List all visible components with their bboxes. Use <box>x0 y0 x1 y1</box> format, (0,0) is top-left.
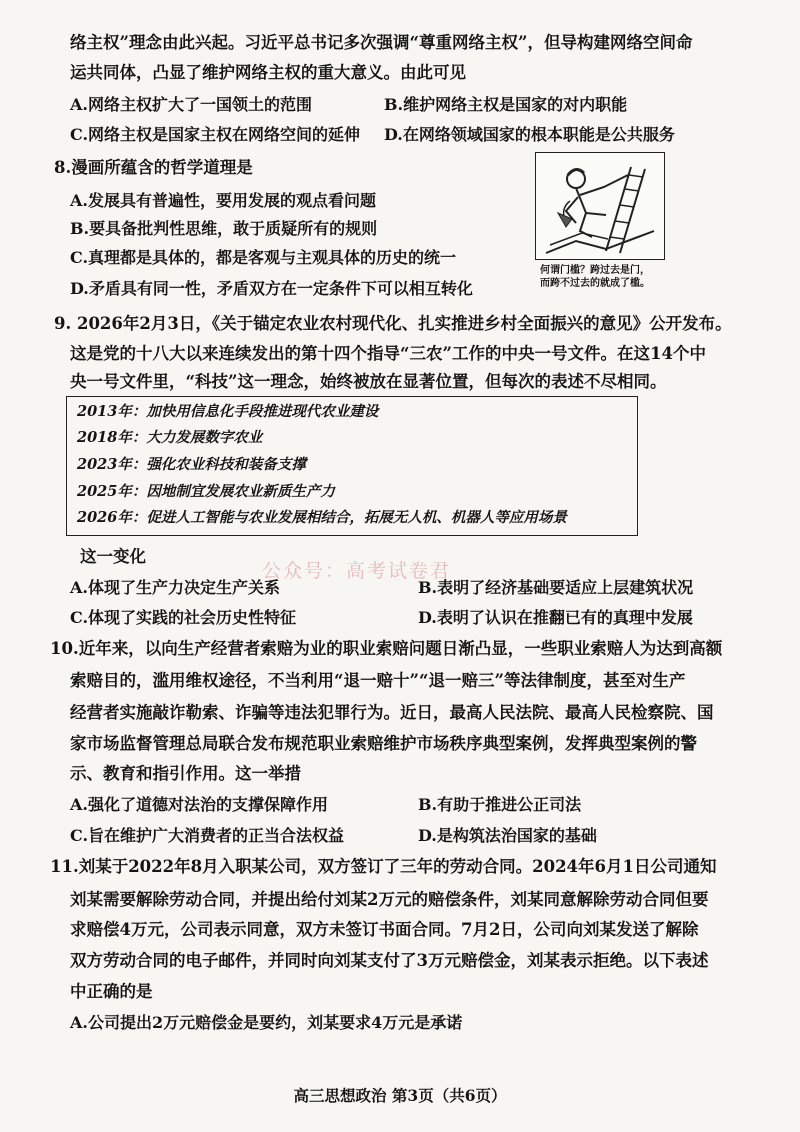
q9-option-b: B.表明了经济基础要适应上层建筑状况 <box>418 578 694 597</box>
q9-stem-line-1: 9. 2026年2月3日，《关于锚定农业农村现代化、扎实推进乡村全面振兴的意见》公开发布。 <box>54 314 732 333</box>
q10-option-a: A.强化了道德对法治的支撑保障作用 <box>70 795 328 814</box>
q7-option-d: D.在网络领域国家的根本职能是公共服务 <box>384 125 675 144</box>
q10-option-b: B.有助于推进公正司法 <box>418 795 582 814</box>
q9-option-a: A.体现了生产力决定生产关系 <box>70 578 280 597</box>
cartoon-person-climbing-ladder-icon <box>535 152 665 260</box>
timeline-item-2018: 2018年：大力发展数字农业 <box>77 429 263 446</box>
q11-option-a: A.公司提出2万元赔偿金是要约，刘某要求4万元是承诺 <box>70 1013 463 1032</box>
q8-option-b: B.要具备批判性思维，敢于质疑所有的规则 <box>70 219 378 238</box>
q8-option-c: C.真理都是具体的，都是客观与主观具体的历史的统一 <box>70 248 457 267</box>
q7-option-c: C.网络主权是国家主权在网络空间的延伸 <box>70 125 361 144</box>
q9-stem-line-2: 这是党的十八大以来连续发出的第十四个指导“三农”工作的中央一号文件。在这14个中 <box>70 344 706 363</box>
q9-option-c: C.体现了实践的社会历史性特征 <box>70 608 297 627</box>
q7-stem-line-1: 络主权”理念由此兴起。习近平总书记多次强调“尊重网络主权”，但导构建网络空间命 <box>70 33 693 52</box>
q9-option-d: D.表明了认识在推翻已有的真理中发展 <box>418 608 693 627</box>
q11-stem-line-5: 中正确的是 <box>70 982 153 1001</box>
q9-timeline-box <box>66 396 638 536</box>
q7-option-b: B.维护网络主权是国家的对内职能 <box>384 95 628 114</box>
q10-option-d: D.是构筑法治国家的基础 <box>418 826 597 845</box>
q10-stem-line-4: 家市场监督管理总局联合发布规范职业索赔维护市场秩序典型案例，发挥典型案例的警 <box>70 734 697 753</box>
timeline-item-2026: 2026年：促进人工智能与农业发展相结合，拓展无人机、机器人等应用场景 <box>77 509 567 526</box>
watermark: 公众号：高考试卷君 <box>262 560 452 582</box>
q8-option-d: D.矛盾具有同一性，矛盾双方在一定条件下可以相互转化 <box>70 279 473 298</box>
cartoon-caption-line-2: 而跨不过去的就成了槛。 <box>540 278 650 289</box>
q11-stem-line-4: 双方劳动合同的电子邮件，并同时向刘某支付了3万元赔偿金，刘某表示拒绝。以下表述 <box>70 951 709 970</box>
q11-stem-line-1: 11.刘某于2022年8月入职某公司，双方签订了三年的劳动合同。2024年6月1日公司通知 <box>50 857 717 876</box>
q9-stem-line-3: 央一号文件里，“科技”这一理念，始终被放在显著位置，但每次的表述不尽相同。 <box>70 372 667 391</box>
q10-stem-line-5: 示、教育和指引作用。这一举措 <box>70 764 301 783</box>
timeline-item-2023: 2023年：强化农业科技和装备支撑 <box>77 456 306 473</box>
q8-option-a: A.发展具有普遍性，要用发展的观点看问题 <box>70 191 376 210</box>
q10-option-c: C.旨在维护广大消费者的正当合法权益 <box>70 826 345 845</box>
q11-stem-line-3: 求赔偿4万元，公司表示同意，双方未签订书面合同。7月2日，公司向刘某发送了解除 <box>70 920 699 939</box>
page-footer: 高三思想政治 第3页（共6页） <box>293 1086 507 1105</box>
q10-stem-line-2: 索赔目的，滥用维权途径，不当利用“退一赔十”“退一赔三”等法律制度，甚至对生产 <box>70 671 686 690</box>
q7-option-a: A.网络主权扩大了一国领土的范围 <box>70 95 312 114</box>
q10-stem-line-1: 10.近年来，以向生产经营者索赔为业的职业索赔问题日渐凸显，一些职业索赔人为达到高额 <box>50 639 723 658</box>
timeline-item-2013: 2013年：加快用信息化手段推进现代农业建设 <box>77 403 379 420</box>
q10-stem-line-3: 经营者实施敲诈勒索、诈骗等违法犯罪行为。近日，最高人民法院、最高人民检察院、国 <box>70 703 714 722</box>
q7-stem-line-2: 运共同体，凸显了维护网络主权的重大意义。由此可见 <box>70 63 466 82</box>
timeline-item-2025: 2025年：因地制宜发展农业新质生产力 <box>77 483 335 500</box>
q11-stem-line-2: 刘某需要解除劳动合同，并提出给付刘某2万元的赔偿条件，刘某同意解除劳动合同但要 <box>70 890 709 909</box>
q9-lead: 这一变化 <box>80 547 146 566</box>
q8-stem: 8.漫画所蕴含的哲学道理是 <box>54 158 253 177</box>
cartoon-drawing <box>536 153 663 258</box>
cartoon-caption-line-1: 何谓门槛？跨过去是门， <box>540 265 650 276</box>
